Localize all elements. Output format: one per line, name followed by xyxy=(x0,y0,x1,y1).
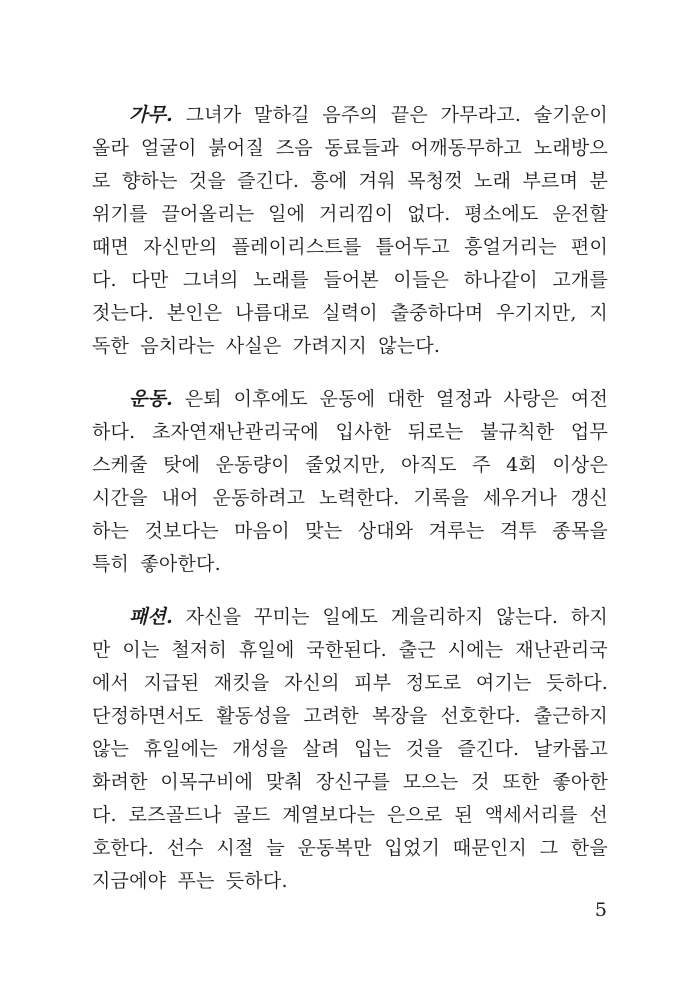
document-body xyxy=(92,99,608,898)
paragraph-fashion-text: 자신을 꾸미는 일에도 게을리하지 않는다. 하지만 이는 철저히 휴일에 국한된다. 출근 시에는 재난관리국에서 지급된 재킷을 자신의 피부 정도로 여기는 듯하다. 단정하면서도 활동성을 고려한 복장을 선호한다. 출근하지 않는 휴일에는 개성을 살려 입는 것을 즐긴다. 날카롭고 화려한 이목구비에 맞춰 장신구를 모으는 것 또한 좋아한다. 로즈골드나 골드 계열보다는 은으로 된 액세서리를 선호한다. 선수 시절 늘 운동복만 입었기 때문인지 그 한을 지금에야 푸는 듯하다. xyxy=(92,606,608,892)
paragraph-singing-heading: 가무. xyxy=(129,104,173,126)
paragraph-exercise-text: 은퇴 이후에도 운동에 대한 열정과 사랑은 여전하다. 초자연재난관리국에 입사한 뒤로는 불규칙한 업무 스케줄 탓에 운동량이 줄었지만, 아직도 주 4회 이상은 시간을 내어 운동하려고 노력한다. 기록을 세우거나 갱신하는 것보다는 마음이 맞는 상대와 겨루는 격투 종목을 특히 좋아한다. xyxy=(92,388,608,575)
page-number: 5 xyxy=(594,899,607,921)
paragraph-singing-text: 그녀가 말하길 음주의 끝은 가무라고. 술기운이 올라 얼굴이 붉어질 즈음 동료들과 어깨동무하고 노래방으로 향하는 것을 즐긴다. 흥에 겨워 목청껏 노래 부르며 분위기를 끌어올리는 일에 거리낌이 없다. 평소에도 운전할 때면 자신만의 플레이리스트를 틀어두고 흥얼거리는 편이다. 다만 그녀의 노래를 들어본 이들은 하나같이 고개를 젓는다. 본인은 나름대로 실력이 출중하다며 우기지만, 지독한 음치라는 사실은 가려지지 않는다. xyxy=(92,104,608,357)
paragraph-exercise-heading: 운동. xyxy=(129,388,173,410)
page-footer xyxy=(92,897,607,923)
paragraph-exercise xyxy=(92,383,608,581)
paragraph-fashion xyxy=(92,601,608,898)
paragraph-singing xyxy=(92,99,608,363)
paragraph-fashion-heading: 패션. xyxy=(129,606,173,628)
